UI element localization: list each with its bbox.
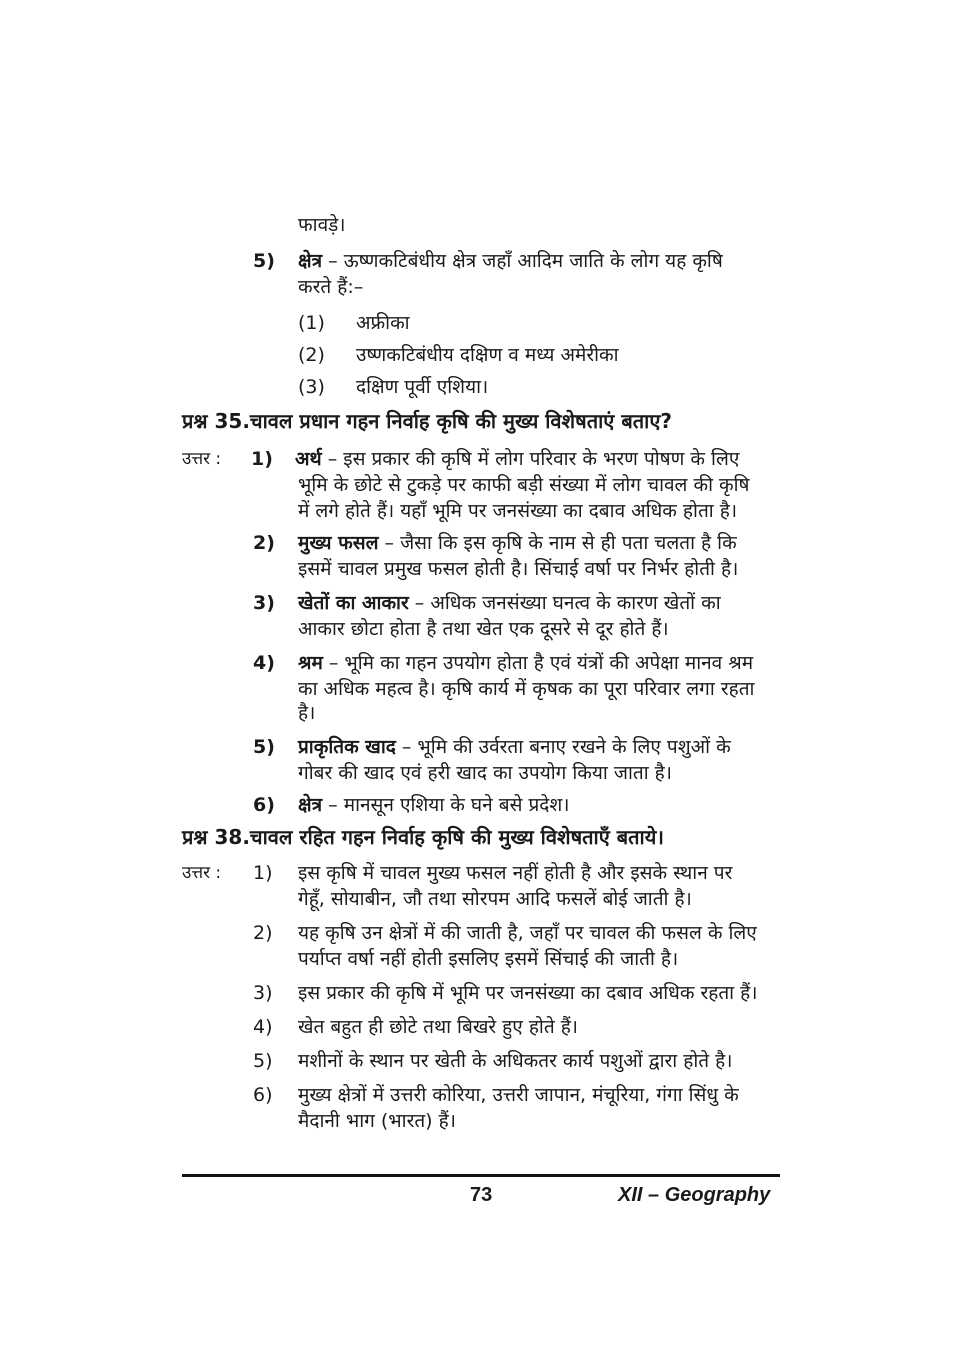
item-text [298, 248, 723, 274]
item-number: 5) [253, 1050, 273, 1072]
subitem-number: (1) [298, 312, 325, 334]
answer-label: उत्तर : [182, 863, 222, 883]
item-number: 5) [253, 736, 275, 758]
item-text-line: भूमि के छोटे से टुकड़े पर काफी बड़ी संख्या में लोग चावल की कृषि [298, 474, 750, 496]
item-text [298, 792, 570, 818]
item-number: 5) [253, 250, 275, 272]
item-number: 4) [253, 652, 275, 674]
item-text-line: इस प्रकार की कृषि में भूमि पर जनसंख्या का दबाव अधिक रहता हैं। [298, 982, 758, 1004]
item-text-line: है। [298, 702, 316, 724]
item-term: क्षेत्र [298, 794, 323, 816]
item-text-line: – इस प्रकार की कृषि में लोग परिवार के भरण पोषण के लिए [321, 448, 740, 470]
item-text-line: में लगे होते हैं। यहाँ भूमि पर जनसंख्या का दबाव अधिक होता है। [298, 500, 738, 522]
item-text-line: – भूमि का गहन उपयोग होता है एवं यंत्रों की अपेक्षा मानव श्रम [322, 652, 754, 674]
item-text-line: इस कृषि में चावल मुख्य फसल नहीं होती है और इसके स्थान पर [298, 862, 733, 884]
item-text-line: मशीनों के स्थान पर खेती के अधिकतर कार्य पशुओं द्वारा होते है। [298, 1050, 733, 1072]
item-text [295, 446, 739, 472]
item-term: क्षेत्र [298, 250, 323, 272]
subitem-text: अफ्रीका [356, 312, 410, 334]
item-number: 6) [253, 1084, 273, 1106]
item-text [298, 530, 737, 556]
item-term: श्रम [298, 652, 323, 674]
question-heading: प्रश्न 38.चावल रहित गहन निर्वाह कृषि की मुख्य विशेषताएँ बताये। [182, 825, 664, 849]
item-term: खेतों का आकार [298, 592, 409, 614]
item-text-line: – भूमि की उर्वरता बनाए रखने के लिए पशुओं के [395, 736, 731, 758]
subitem-text: उष्णकटिबंधीय दक्षिण व मध्य अमेरीका [356, 344, 619, 366]
item-number: 1) [253, 862, 273, 884]
item-number: 1) [251, 448, 273, 470]
item-number: 3) [253, 592, 275, 614]
subitem-text: दक्षिण पूर्वी एशिया। [356, 376, 489, 398]
item-text-line: मैदानी भाग (भारत) हैं। [298, 1110, 456, 1132]
item-text-line: – जैसा कि इस कृषि के नाम से ही पता चलता है कि [378, 532, 737, 554]
item-text [298, 590, 721, 616]
item-number: 6) [253, 794, 275, 816]
subject-label: XII – Geography [618, 1184, 771, 1206]
subitem-number: (3) [298, 376, 325, 398]
item-text-line: पर्याप्त वर्षा नहीं होती इसलिए इसमें सिंचाई की जाती है। [298, 948, 679, 970]
item-text [298, 650, 753, 676]
item-text-line: यह कृषि उन क्षेत्रों में की जाती है, जहाँ पर चावल की फसल के लिए [298, 922, 757, 944]
item-text-line: आकार छोटा होता है तथा खेत एक दूसरे से दूर होते हैं। [298, 618, 669, 640]
subitem-number: (2) [298, 344, 325, 366]
question-heading: प्रश्न 35.चावल प्रधान गहन निर्वाह कृषि की मुख्य विशेषताएं बताए? [182, 409, 672, 433]
answer-label: उत्तर : [182, 449, 222, 469]
item-term: प्राकृतिक खाद [298, 736, 396, 758]
item-number: 2) [253, 922, 273, 944]
item-term: मुख्य फसल [298, 532, 379, 554]
item-text-line: – मानसून एशिया के घने बसे प्रदेश। [322, 794, 570, 816]
item-number: 4) [253, 1016, 273, 1038]
continuation-line: फावड़े। [298, 214, 346, 236]
page-number: 73 [470, 1184, 493, 1206]
item-text [298, 734, 731, 760]
item-text-line: करते हैं:– [298, 276, 364, 298]
item-number: 2) [253, 532, 275, 554]
item-text-line: मुख्य क्षेत्रों में उत्तरी कोरिया, उत्तरी जापान, मंचूरिया, गंगा सिंधु के [298, 1084, 739, 1106]
item-text-line: खेत बहुत ही छोटे तथा बिखरे हुए होते हैं। [298, 1016, 578, 1038]
item-text-line: गेहूँ, सोयाबीन, जौ तथा सोरपम आदि फसलें बोई जाती है। [298, 888, 692, 910]
item-text-line: – अधिक जनसंख्या घनत्व के कारण खेतों का [408, 592, 721, 614]
footer-divider [182, 1174, 780, 1177]
item-text-line: का अधिक महत्व है। कृषि कार्य में कृषक का पूरा परिवार लगा रहता [298, 678, 755, 700]
item-text-line: – ऊष्णकटिबंधीय क्षेत्र जहाँ आदिम जाति के लोग यह कृषि [322, 250, 723, 272]
item-text-line: इसमें चावल प्रमुख फसल होती है। सिंचाई वर्षा पर निर्भर होती है। [298, 558, 739, 580]
item-number: 3) [253, 982, 273, 1004]
item-text-line: गोबर की खाद एवं हरी खाद का उपयोग किया जाता है। [298, 762, 672, 784]
item-term: अर्थ [295, 448, 322, 470]
